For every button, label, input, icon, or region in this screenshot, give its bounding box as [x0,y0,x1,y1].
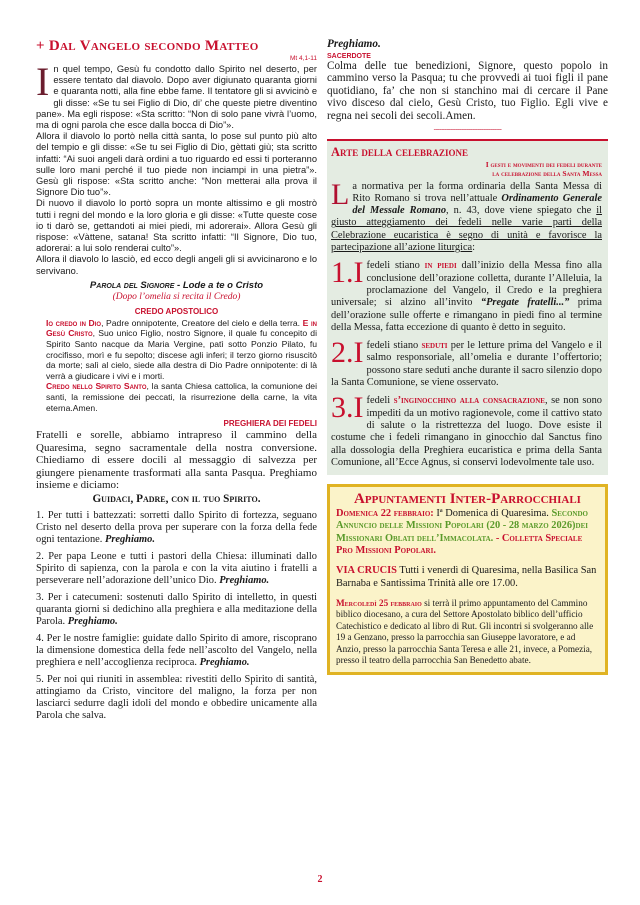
sacerdote-label: SACERDOTE [327,52,371,60]
prayer-title: PREGHIERA DEI FEDELI [223,419,317,429]
arte-item-1-b: dall’inizio della Messa fino alla conclusione dell’orazione colletta, durante l’Alleluia, la proclamazione del Vangelo, il Credo e la preghiera universale; si alzino all’invito [331,260,603,309]
arte-item-2-b: per le letture prima del Vangelo e il salmo responsoriale, all’omelia e durante l’offertorio; possono stare seduti anche durante il sacro silenzio dopo la Santa Comunione, se viene osservato. [331,340,602,389]
right-column [327,38,608,675]
petition-3 [36,592,317,628]
arte-item-3-key: s’inginocchino alla consacrazione [393,395,545,407]
petition-5-text: 5. Per noi qui riuniti in assemblea: rivestiti dello Spirito di santità, attingiamo da Cristo, vincitore del maligno, la forza per non lasciarci sedurre dagli idoli del mondo e obbedire unicamente alla Parola che salva. [36,673,317,721]
appuntamento-mercoledi [336,598,599,666]
appuntamento-1-text: Iª Domenica di Quaresima. [433,508,552,520]
arte-item-1-quote: “Pregate fratelli...” [480,297,570,309]
page-number: 2 [317,874,323,885]
petition-1-refrain: Preghiamo. [104,533,155,545]
petition-5-refrain: Preghiamo. [327,38,381,50]
omelia-note: (Dopo l’omelia si recita il Credo) [112,291,241,302]
credo-lead-1: Io credo in Dio [46,317,102,328]
arte-subtitle-1: I gesti e movimenti dei fedeli durante [485,159,602,169]
petition-3-text: 3. Per i catecumeni: sostenuti dallo Spirito di intelletto, in questi quaranta giorni si dedichino alla preghiera e alla meditazione della Parola. [36,591,317,627]
left-column [36,38,317,721]
petition-4-refrain: Preghiamo. [199,656,250,668]
credo-lead-2: E in Gesù Cristo [46,317,317,339]
arte-item-1-num: 1. [331,256,354,290]
arte-item-2-a: fedeli stiano [366,340,422,352]
arte-item-3-b: , se non sono impediti da un motivo ragionevole, come il cattivo stato di salute o la ristrettezza del luogo. Dove esiste il costume che i fedeli rimangano in ginocchio dal Sanctus fino alla dossologia della Preghiera eucaristica e prima della Santa Comunione, all’Ecce Agnus, si conservi lodevolmente tale uso. [331,395,602,468]
petition-5 [36,673,317,721]
arte-item-2-cap: I [353,336,364,370]
gospel-paragraph-2: Allora il diavolo lo portò nella città santa, lo pose sul punto più alto del tempio e gli disse: «Se tu sei Figlio di Dio, gèttati giù; sta scritto infatti: “Ai suoi angeli darà ordini a tuo riguardo ed essi ti porteranno sulle loro mani perché il tuo piede non inciampi in una pietra”». Gesù gli rispose: «Sta scritto anche: “Non metterai alla prova il Signore Dio tuo”». [36,131,317,198]
arte-item-1 [331,256,603,334]
petition-2-refrain: Preghiamo. [219,574,270,586]
arte-item-3 [331,391,602,469]
arte-item-3-cap: I [353,391,364,425]
prayer-intro: Fratelli e sorelle, abbiamo intrapreso il cammino della Quaresima, segno sacramentale della nostra conversione. Chiediamo di essere docili al messaggio di salvezza per giungere pienamente trasformati alla santa Pasqua. Preghiamo insieme e diciamo: [36,429,317,492]
appuntamento-3-date: Mercoledì 25 febbraio [336,597,422,608]
gospel-reference: Mt 4,1-11 [290,55,317,62]
arte-intro [331,177,602,255]
lode-label: - Lode a te o Cristo [174,279,264,291]
petition-4-text: 4. Per le nostre famiglie: guidate dallo Spirito di amore, riscoprano la dimensione domestica della fede nell’ascolto del Vangelo, nella preghiera e nell’accoglienza reciproca. [36,632,317,668]
arte-intro-end: : [472,242,476,254]
gospel-dropcap: I [36,59,50,104]
arte-item-1-c: prima dell’orazione sulle offerte e rimangano in piedi fino al termine della Messa, fatta eccezione di quanto è detto in seguito. [331,297,602,333]
petition-2-text: 2. Per papa Leone e tutti i pastori della Chiesa: illuminati dallo Spirito di sapienza, con la parola e con la vita aiutino i fratelli a perseverare nell’adorazione dell’unico Dio. [36,550,317,586]
appuntamento-3-text: si terrà il primo appuntamento del Cammino biblico diocesano, a cura del Settore Apostolato biblico dell’ufficio Catechistico e dedicato al libro di Rut. Gli incontri si svolgeranno alle 19 a Genzano, presso la parrocchia san Giuseppe lavoratore, e ad Anzio, presso la parrocchia Santa Teresa e alle 21, invece, a Pomezia, presso il teatro della parrocchia San Benedetto abate. [336,597,594,665]
credo-title: CREDO APOSTOLICO [134,306,219,316]
appuntamento-domenica [336,508,599,557]
arte-item-1-cap: I [353,256,364,290]
petition-3-refrain: Preghiamo. [67,615,118,627]
arte-item-3-a: fedeli [366,395,394,407]
arte-title: Arte della celebrazione [331,144,468,159]
sacerdote-text: Colma delle tue benedizioni, Signore, questo popolo in cammino verso la Pasqua; tu che provvedi ai tuoi figli il pane quotidiano, fa’ che non si stanchino mai di cercare il Pane vivo disceso dal cielo, Gesù Cristo, tuo Figlio. Egli vive e regna nei secoli dei secoli.Amen. [327,59,608,122]
petition-4 [36,633,317,669]
appuntamenti-box [327,484,608,675]
gospel-text [36,59,317,277]
credo-text [46,318,317,413]
parola-del-signore [36,280,317,291]
arte-item-1-a: fedeli stiano [366,260,425,272]
appuntamento-1-date: Domenica 22 febbraio: [336,508,434,520]
arte-item-3-num: 3. [331,391,354,425]
appuntamento-1-colletta: - Colletta Speciale Pro Missioni Popolari. [336,532,583,556]
arte-intro-italic: Ordinamento Generale del Messale Romano [352,192,602,217]
arte-item-2 [331,336,602,389]
petition-5-continued [327,38,608,51]
arte-intro-2: , n. 43, dove viene spiegato che [446,205,597,217]
arte-item-3-number [331,391,364,425]
gospel-paragraph-1: n quel tempo, Gesù fu condotto dallo Spirito nel deserto, per essere tentato dal diavolo. Dopo aver digiunato quaranta giorni e quaranta notti, alla fine ebbe fame. Il tentatore gli si avvicinò e gli disse: «Se tu sei Figlio di Dio, di’ che queste pietre diventino pane». Ma egli rispose: «Sta scritto: “Non di solo pane vivrà l’uomo, ma di ogni parola che esce dalla bocca di Dio”». [36,64,317,131]
arte-subtitle-2: la celebrazione della Santa Messa [492,168,602,178]
gospel-paragraph-3: Di nuovo il diavolo lo portò sopra un monte altissimo e gli mostrò tutti i regni del mondo e la loro gloria e gli disse: «Tutte queste cose io ti darò se, gettandoti ai miei piedi, mi adorerai». Allora Gesù gli rispose: «Vàttene, satana! Sta scritto infatti: “Il Signore, Dio tuo, adorerai: a lui solo renderai culto”». [36,198,317,254]
credo-lead-3: Credo nello Spirito Santo [46,381,147,392]
arte-intro-cap: L [331,177,350,211]
prayer-response: Guidaci, Padre, con il tuo Spirito. [92,492,261,505]
petition-1 [36,510,317,546]
arte-intro-1: a normativa per la forma ordinaria della Santa Messa di Rito Romano si trova nell’attuale [352,180,602,204]
arte-item-2-number [331,336,364,370]
petition-2 [36,551,317,587]
credo-paragraph-1 [46,318,317,382]
petition-1-text: 1. Per tutti i battezzati: sorretti dallo Spirito di fortezza, seguano Cristo nel deserto della prova per superare con la forza della fede ogni tentazione. [36,509,317,545]
credo-text-3: , la santa Chiesa cattolica, la comunione dei santi, la remissione dei peccati, la risurrezione della carne, la vita eterna.Amen. [46,381,317,413]
arte-item-1-number [331,256,364,290]
arte-intro-underlined: il giusto atteggiamento dei fedeli nelle varie parti della Celebrazione eucaristica è segno di unità e favorisce la partecipazione all’azione liturgica [331,205,602,254]
arte-item-2-num: 2. [331,336,354,370]
credo-paragraph-2 [46,381,317,413]
gospel-title: + Dal Vangelo secondo Matteo [36,38,259,54]
arte-item-2-key: seduti [421,340,448,352]
appuntamento-via-crucis [336,565,599,590]
parola-label: Parola del Signore [89,279,175,291]
credo-text-2: , Suo unico Figlio, nostro Signore, il quale fu concepito di Spirito Santo nacque da Maria Vergine, patì sotto Ponzio Pilato, fu crocifisso, morì e fu sepolto; discese agli inferi; il terzo giorno risuscitò da morte; salì al cielo, siede alla destra di Dio Padre onnipotente: di là verrà a giudicare i vivi e i morti. [46,328,317,381]
section-divider: ------------------------------------- [433,124,502,133]
gospel-paragraph-4: Allora il diavolo lo lasciò, ed ecco degli angeli gli si avvicinarono e lo servivano. [36,254,317,276]
arte-item-1-key: in piedi [424,260,457,272]
appuntamento-1-missioni: Secondo Annuncio delle Missioni Popolari (20 - 28 marzo 2026)dei Missionari Oblati dell’Immacolata. [336,508,588,544]
via-crucis-text: Tutti i venerdì di Quaresima, nella Basilica San Barnaba e Santissima Trinità alle ore 17.00. [336,565,597,589]
appuntamenti-title: Appuntamenti Inter-Parrocchiali [354,491,581,508]
credo-text-1: , Padre onnipotente, Creatore del cielo e della terra. [101,317,303,328]
via-crucis-title: VIA CRUCIS [336,565,397,577]
arte-celebrazione-box [327,139,608,476]
